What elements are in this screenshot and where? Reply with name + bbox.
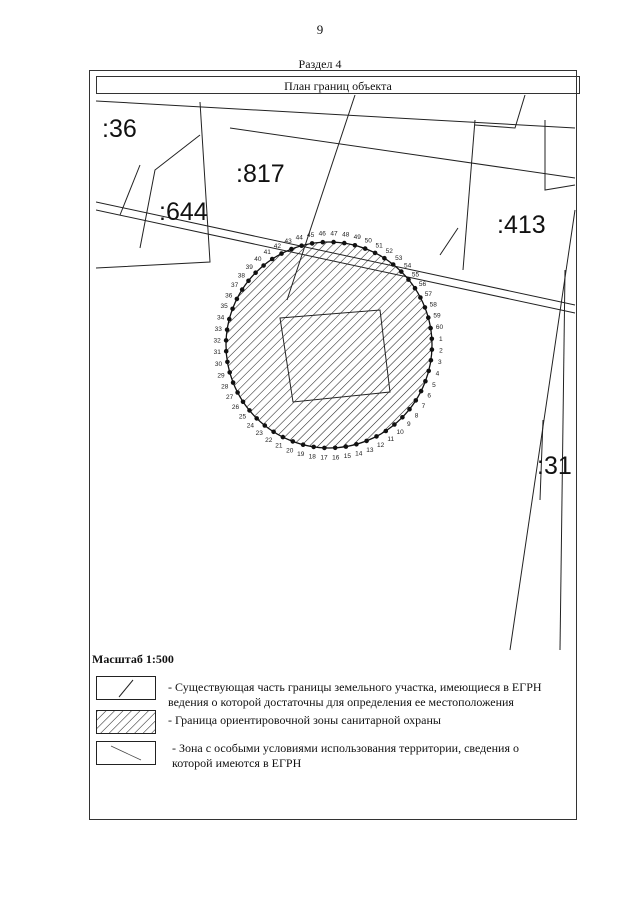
boundary-point-label: 39: [245, 263, 253, 271]
boundary-point: [310, 241, 315, 246]
boundary-point-label: 59: [433, 312, 441, 320]
boundary-point-label: 1: [438, 335, 443, 343]
boundary-point-label: 49: [353, 234, 361, 242]
boundary-point-label: 34: [216, 314, 225, 322]
boundary-point-label: 37: [230, 282, 239, 290]
boundary-point-label: 30: [214, 360, 223, 368]
boundary-point: [227, 317, 232, 322]
parcel-boundary: [463, 120, 475, 270]
page-number: 9: [316, 22, 324, 37]
boundary-point: [235, 297, 240, 302]
boundary-point: [270, 257, 275, 262]
boundary-point: [430, 347, 435, 352]
boundary-point: [299, 243, 304, 248]
boundary-point-label: 12: [376, 441, 385, 449]
boundary-point-label: 14: [355, 450, 363, 458]
boundary-point-label: 2: [439, 347, 443, 355]
boundary-point-label: 50: [364, 237, 372, 245]
scale-label: Масштаб 1:500: [92, 652, 174, 666]
boundary-point-label: 35: [220, 303, 228, 311]
boundary-point-label: 43: [284, 238, 292, 246]
boundary-point: [423, 305, 428, 310]
boundary-point-label: 13: [366, 446, 374, 454]
legend-item-special-zone: - Зона с особыми условиями использования территории, сведения о которой имеются в ЕГРН: [172, 741, 519, 770]
boundary-point: [400, 415, 405, 420]
parcel-boundary: [440, 228, 458, 255]
boundary-point: [322, 446, 327, 451]
boundary-point: [426, 369, 431, 374]
boundary-point-label: 23: [255, 430, 263, 438]
boundary-point: [227, 370, 232, 375]
boundary-point: [224, 338, 229, 343]
boundary-point: [261, 263, 266, 268]
boundary-point: [231, 380, 236, 385]
boundary-point: [291, 439, 296, 444]
boundary-point: [342, 241, 347, 246]
boundary-point-label: 5: [432, 381, 436, 389]
boundary-point-label: 26: [231, 404, 240, 412]
parcel-label-31: :31: [537, 452, 572, 480]
thin-line-icon: [96, 741, 156, 765]
plan-title: План границ объекта: [96, 76, 580, 94]
boundary-point-label: 9: [406, 421, 411, 429]
boundary-point: [301, 442, 306, 447]
boundary-point-label: 3: [437, 359, 442, 367]
boundary-point: [271, 430, 276, 435]
boundary-point: [364, 439, 369, 444]
boundary-point-label: 16: [332, 454, 340, 462]
hatch-icon: [96, 710, 156, 734]
boundary-point: [240, 287, 245, 292]
boundary-point-label: 54: [403, 262, 412, 270]
boundary-point-label: 60: [435, 324, 444, 332]
boundary-point: [279, 251, 284, 256]
boundary-point: [333, 446, 338, 451]
boundary-point: [391, 262, 396, 267]
boundary-point-label: 18: [308, 453, 316, 461]
boundary-point: [406, 277, 411, 282]
boundary-point-label: 58: [429, 301, 437, 309]
boundary-point: [353, 243, 358, 248]
boundary-point: [311, 445, 316, 450]
boundary-point-label: 53: [395, 254, 403, 262]
boundary-point-label: 36: [225, 292, 233, 300]
boundary-point: [331, 240, 336, 245]
boundary-point-label: 25: [238, 413, 247, 421]
boundary-point: [247, 408, 252, 413]
boundary-point-label: 45: [306, 232, 315, 239]
boundary-point: [344, 444, 349, 449]
boundary-point: [392, 422, 397, 427]
boundary-point-label: 46: [318, 230, 326, 238]
boundary-point-label: 28: [221, 383, 229, 391]
boundary-point-label: 40: [254, 256, 262, 263]
boundary-point-label: 11: [387, 436, 395, 443]
boundary-point: [418, 295, 423, 300]
boundary-point: [399, 269, 404, 274]
boundary-point-label: 42: [273, 243, 282, 251]
parcel-label-36: :36: [102, 115, 137, 143]
boundary-point-label: 41: [263, 249, 271, 256]
boundary-point-label: 10: [396, 429, 404, 436]
parcel-label-817: :817: [236, 160, 285, 188]
boundary-point-label: 48: [342, 231, 350, 239]
boundary-point-label: 38: [237, 272, 246, 280]
boundary-point: [246, 279, 251, 284]
parcel-boundary: [140, 135, 200, 248]
parcel-boundary: [545, 120, 575, 190]
boundary-point-label: 33: [214, 325, 222, 333]
legend-item-sanitary-zone: - Граница ориентировочной зоны санитарной охраны: [168, 713, 441, 727]
legend-item-existing-boundary: - Существующая часть границы земельного участка, имеющиеся в ЕГРН ведения о которой достаточны для определения ее местоположения: [168, 680, 542, 709]
boundary-point-label: 55: [411, 271, 420, 279]
boundary-point: [428, 326, 433, 331]
boundary-point-label: 44: [295, 234, 303, 242]
boundary-point: [413, 286, 418, 291]
boundary-point-label: 24: [246, 422, 255, 430]
boundary-point: [321, 240, 326, 245]
boundary-point-label: 31: [213, 349, 221, 357]
boundary-point: [414, 398, 419, 403]
boundary-point: [230, 307, 235, 312]
boundary-point-label: 56: [418, 280, 427, 288]
boundary-point: [363, 246, 368, 251]
boundary-point-label: 8: [414, 412, 419, 420]
boundary-point: [225, 360, 230, 365]
boundary-point: [254, 416, 259, 421]
boundary-point: [384, 429, 389, 434]
boundary-point: [241, 400, 246, 405]
boundary-point: [423, 379, 428, 384]
boundary-point-label: 20: [286, 447, 294, 455]
boundary-point-label: 19: [297, 450, 305, 458]
boundary-point-label: 32: [213, 337, 221, 345]
boundary-point: [354, 442, 359, 447]
boundary-point: [281, 435, 286, 440]
boundary-point-label: 6: [427, 392, 432, 400]
boundary-point: [407, 407, 412, 412]
boundary-point: [225, 327, 230, 332]
section-title: Раздел 4: [298, 57, 342, 71]
boundary-point: [253, 270, 258, 275]
boundary-point-label: 52: [385, 248, 393, 256]
boundary-point: [429, 358, 434, 363]
solid-line-icon: [96, 676, 156, 700]
boundary-point-label: 15: [343, 453, 352, 460]
parcel-label-644: :644: [159, 198, 208, 226]
boundary-point-label: 27: [225, 394, 234, 402]
boundary-point: [373, 251, 378, 256]
boundary-point-label: 22: [265, 436, 273, 444]
boundary-point: [235, 390, 240, 395]
boundary-point-label: 47: [330, 230, 338, 238]
boundary-point: [289, 247, 294, 252]
boundary-point: [430, 337, 435, 342]
boundary-point-label: 29: [217, 372, 225, 380]
boundary-point-label: 57: [424, 290, 433, 298]
boundary-point-label: 4: [435, 370, 440, 378]
boundary-point-label: 21: [275, 442, 283, 450]
boundary-point-label: 7: [421, 402, 426, 410]
boundary-point: [374, 434, 379, 439]
boundary-point: [426, 315, 431, 320]
boundary-point: [263, 423, 268, 428]
parcel-label-413: :413: [497, 211, 546, 239]
parcel-boundary: [120, 165, 140, 215]
boundary-point: [382, 256, 387, 261]
boundary-point-label: 17: [320, 454, 328, 462]
boundary-point: [419, 389, 424, 394]
parcel-boundary: [96, 101, 575, 128]
boundary-point: [224, 349, 229, 354]
boundary-point-label: 51: [375, 242, 383, 250]
